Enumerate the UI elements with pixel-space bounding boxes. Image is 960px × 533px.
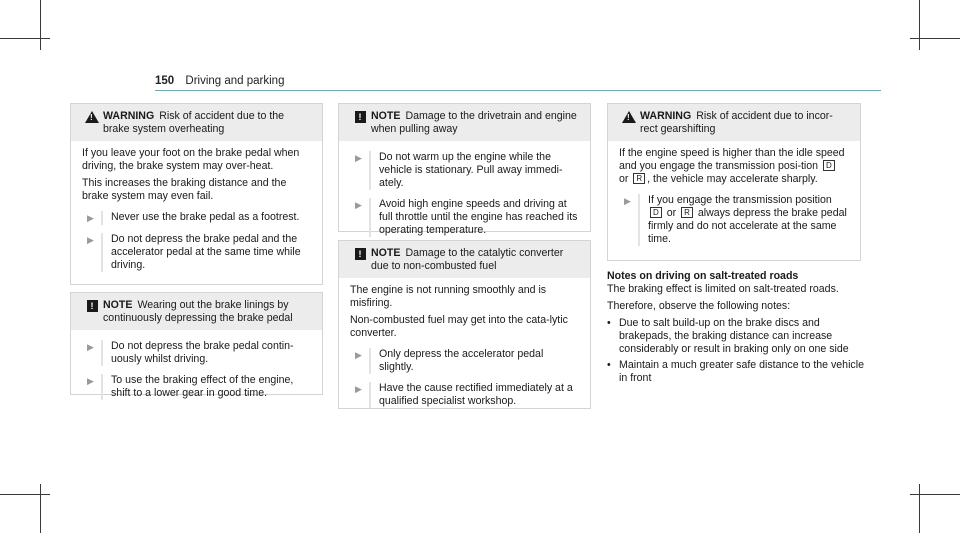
instruction-step: ▶ Do not depress the brake pedal contin-uously whilst driving. <box>82 340 311 366</box>
note-title: Damage to the catalytic converter due to non-combusted fuel <box>371 247 564 272</box>
header-divider <box>155 90 881 91</box>
instruction-step: ▶ Have the cause rectified immediately at a qualified specialist workshop. <box>350 382 579 408</box>
warning-box-gearshifting <box>607 103 861 261</box>
gear-d-symbol: D <box>650 207 662 218</box>
crop-mark <box>919 484 920 533</box>
arrow-icon: ▶ <box>355 384 362 394</box>
warning-label: WARNING <box>103 110 155 122</box>
crop-mark <box>40 484 41 533</box>
bullet-list <box>607 317 865 385</box>
section-title: Driving and parking <box>185 75 285 87</box>
arrow-icon: ▶ <box>87 235 94 245</box>
note-header <box>71 293 322 330</box>
arrow-icon: ▶ <box>87 376 94 386</box>
gear-r-symbol: R <box>633 173 645 184</box>
note-title: Damage to the drivetrain and engine when pulling away <box>371 110 577 135</box>
gear-r-symbol: R <box>681 207 693 218</box>
crop-mark <box>0 38 50 39</box>
list-item: • Due to salt build-up on the brake discs and brakepads, the braking distance can increase considerably or result in braking only on one side <box>607 317 849 355</box>
instruction-step: ▶ To use the braking effect of the engine, shift to a lower gear in good time. <box>82 374 311 400</box>
note-title: Wearing out the brake linings by continuously depressing the brake pedal <box>103 299 293 324</box>
instruction-step: ▶ Do not warm up the engine while the vehicle is stationary. Pull away immedi-ately. <box>350 151 579 190</box>
warning-icon: ! <box>81 110 103 136</box>
warning-header <box>608 104 860 141</box>
list-item: • Maintain a much greater safe distance to the vehicle in front <box>607 359 864 384</box>
salt-roads-section <box>607 270 865 385</box>
paragraph: Therefore, observe the following notes: <box>607 300 791 312</box>
arrow-icon: ▶ <box>624 196 631 206</box>
arrow-icon: ▶ <box>355 350 362 360</box>
note-header <box>339 104 590 141</box>
warning-title: Risk of accident due to incor-rect gearshifting <box>640 110 833 135</box>
warning-title: Risk of accident due to the brake system overheating <box>103 110 285 135</box>
note-box-catalytic-converter <box>338 240 591 409</box>
warning-text: If you leave your foot on the brake pedal when driving, the brake system may over-heat. <box>82 147 300 172</box>
note-text: The engine is not running smoothly and is misfiring. <box>350 284 547 309</box>
running-header <box>155 75 284 87</box>
arrow-icon: ▶ <box>87 213 94 223</box>
gear-d-symbol: D <box>823 160 835 171</box>
instruction-step: ▶ Never use the brake pedal as a footrest. <box>82 211 311 225</box>
note-label: NOTE <box>103 299 133 311</box>
note-box-drivetrain <box>338 103 591 236</box>
warning-text: If the engine speed is higher than the idle speed and you engage the transmission posi-tion D or R , the vehicle may accelerate sharply. <box>619 147 845 185</box>
bullet-icon: • <box>607 317 611 329</box>
note-label: NOTE <box>371 247 401 259</box>
note-icon: ! <box>349 247 371 273</box>
crop-mark <box>910 38 960 39</box>
warning-header <box>71 104 322 141</box>
crop-mark <box>910 494 960 495</box>
crop-mark <box>40 0 41 50</box>
note-header <box>339 241 590 278</box>
page-number: 150 <box>155 75 175 87</box>
instruction-step: ▶ Avoid high engine speeds and driving at full throttle until the engine has reached its operating temperature. <box>350 198 579 237</box>
paragraph: The braking effect is limited on salt-treated roads. <box>607 283 839 295</box>
note-text: Non-combusted fuel may get into the cata-lytic converter. <box>350 314 568 339</box>
note-box-brake-linings <box>70 292 323 399</box>
crop-mark <box>0 494 50 495</box>
arrow-icon: ▶ <box>355 200 362 210</box>
note-icon: ! <box>81 299 103 325</box>
crop-mark <box>919 0 920 50</box>
arrow-icon: ▶ <box>355 153 362 163</box>
instruction-step: ▶ If you engage the transmission position D or R always depress the brake pedal firmly and do not accelerate at the same time. <box>619 194 849 246</box>
note-label: NOTE <box>371 110 401 122</box>
warning-icon: ! <box>618 110 640 136</box>
warning-box-brake-overheat <box>70 103 323 285</box>
arrow-icon: ▶ <box>87 342 94 352</box>
instruction-step: ▶ Only depress the accelerator pedal slightly. <box>350 348 579 374</box>
note-icon: ! <box>349 110 371 136</box>
section-heading: Notes on driving on salt-treated roads <box>607 270 799 282</box>
bullet-icon: • <box>607 359 611 371</box>
instruction-step: ▶ Do not depress the brake pedal and the accelerator pedal at the same time while driving. <box>82 233 311 272</box>
warning-label: WARNING <box>640 110 692 122</box>
warning-text: This increases the braking distance and the brake system may even fail. <box>82 177 287 202</box>
